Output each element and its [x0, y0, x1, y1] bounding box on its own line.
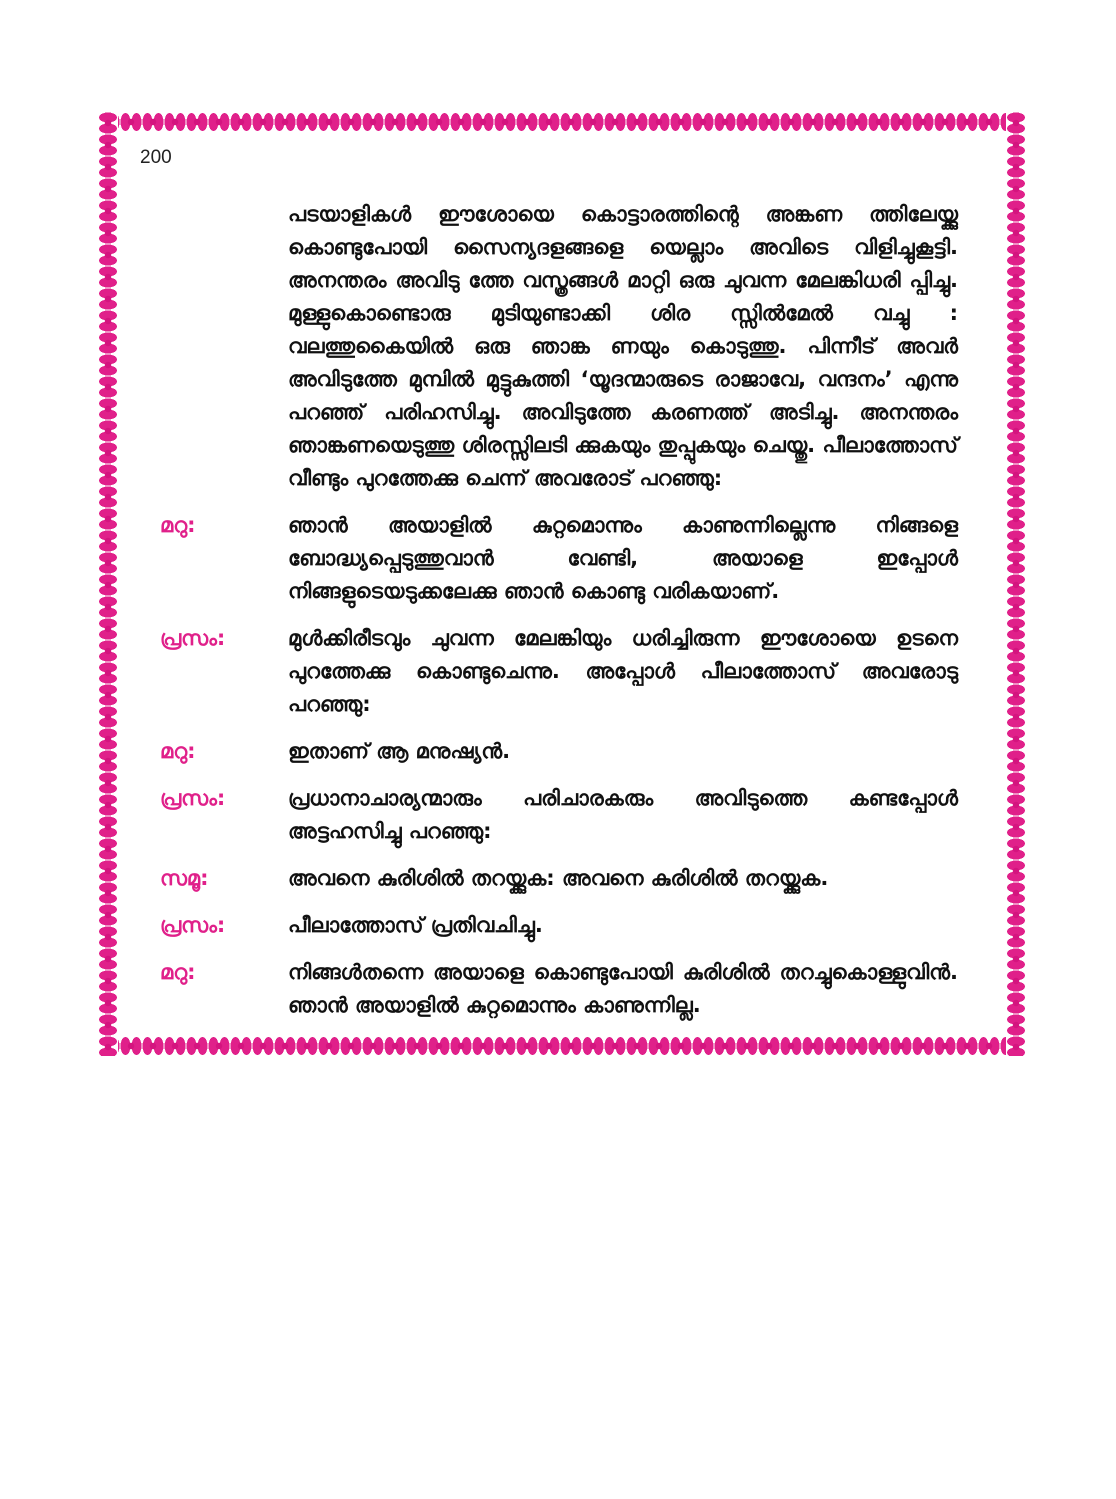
paragraph-text: ഇതാണ് ആ മനുഷ്യൻ.	[288, 739, 511, 763]
speaker-label: പ്രസം:	[160, 786, 226, 810]
dialogue-paragraph	[160, 509, 960, 608]
dialogue-paragraph	[160, 956, 960, 1022]
border-left-ornament	[98, 112, 118, 1056]
speaker-label: മറു:	[160, 960, 196, 984]
liturgy-text	[160, 198, 960, 1036]
narration-paragraph	[160, 198, 960, 495]
dialogue-paragraph	[160, 735, 960, 768]
dialogue-paragraph	[160, 622, 960, 721]
speaker-label: പ്രസം:	[160, 913, 226, 937]
paragraph-text: അവനെ കുരിശിൽ തറയ്ക്കുക: അവനെ കുരിശിൽ തറയ്ക്കുക.	[288, 866, 829, 890]
speaker-label: പ്രസം:	[160, 626, 226, 650]
paragraph-text: മുൾക്കിരീടവും ചുവന്ന മേലങ്കിയും ധരിച്ചിരുന്ന ഈശോയെ ഉടനെ പുറത്തേക്കു കൊണ്ടുചെന്നു. അപ്പോൾ പീലാത്തോസ് അവരോടു പറഞ്ഞു:	[288, 626, 958, 716]
speaker-label: സമൂ:	[160, 866, 209, 890]
dialogue-paragraph	[160, 782, 960, 848]
paragraph-text: നിങ്ങൾതന്നെ അയാളെ കൊണ്ടുപോയി കുരിശിൽ തറച്ചുകൊള്ളുവിൻ. ഞാൻ അയാളിൽ കുറ്റമൊന്നും കാണുന്നില്ല.	[288, 960, 958, 1017]
dialogue-paragraph	[160, 862, 960, 895]
speaker-label	[160, 198, 288, 495]
page-number: 200	[140, 147, 172, 168]
border-bottom-ornament	[98, 1036, 1026, 1056]
paragraph-text: പീലാത്തോസ് പ്രതിവചിച്ചു.	[288, 913, 543, 937]
paragraph-text: പ്രധാനാചാര്യന്മാരും പരിചാരകരും അവിടുത്തെ കണ്ടപ്പോൾ അട്ടഹസിച്ചു പറഞ്ഞു:	[288, 786, 958, 843]
paragraph-text: പടയാളികൾ ഈശോയെ കൊട്ടാരത്തിന്റെ അങ്കണ ത്തിലേയ്ക്കു കൊണ്ടുപോയി സൈന്യദളങ്ങളെ യെല്ലാം അവിടെ വിളിച്ചുകൂട്ടി. അനന്തരം അവിടു ത്തേ വസ്ത്രങ്ങൾ മാറ്റി ഒരു ചുവന്ന മേലങ്കിധരി പ്പിച്ചു. മുള്ളുകൊണ്ടൊരു മുടിയുണ്ടാക്കി ശിര സ്സിൽമേൽ വച്ചു : വലത്തുകൈയിൽ ഒരു ഞാങ്ക ണയും കൊടുത്തു. പിന്നീട് അവർ അവിടുത്തേ മുമ്പിൽ മുട്ടുകുത്തി ‘യൂദന്മാരുടെ രാജാവേ, വന്ദനം’ എന്നു പറഞ്ഞ് പരിഹസിച്ചു. അവിടുത്തേ കരണത്ത് അടിച്ചു. അനന്തരം ഞാങ്കണയെടുത്തു ശിരസ്സിലടി ക്കുകയും തുപ്പുകയും ചെയ്തു. പീലാത്തോസ് വീണ്ടും പുറത്തേക്കു ചെന്ന് അവരോട് പറഞ്ഞു:	[288, 202, 958, 490]
dialogue-paragraph	[160, 909, 960, 942]
speaker-label: മറു:	[160, 513, 196, 537]
speaker-label: മറു:	[160, 739, 196, 763]
paragraph-text: ഞാൻ അയാളിൽ കുറ്റമൊന്നും കാണുന്നില്ലെന്നു നിങ്ങളെ ബോദ്ധ്യപ്പെടുത്തുവാൻ വേണ്ടി, അയാളെ ഇപ്പോൾ നിങ്ങളുടെയടുക്കലേക്കു ഞാൻ കൊണ്ടു വരികയാണ്.	[288, 513, 958, 603]
border-top-ornament	[98, 112, 1026, 132]
border-right-ornament	[1006, 112, 1026, 1056]
